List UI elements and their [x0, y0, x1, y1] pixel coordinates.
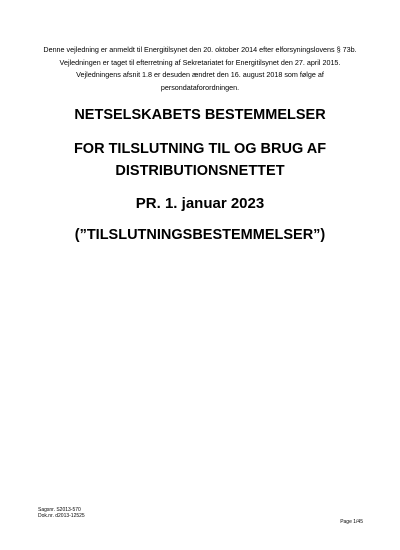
- document-reference: [38, 507, 85, 519]
- title-date: PR. 1. januar 2023: [135, 195, 265, 212]
- approval-notice: [20, 44, 380, 94]
- case-number: Sagsnr. S2013-570: [38, 507, 81, 513]
- title-short-name: (”TILSLUTNINGSBESTEMMELSER”): [74, 227, 326, 243]
- notice-line: persondataforordningen.: [160, 82, 240, 92]
- page-number: Page 1/45: [340, 519, 363, 525]
- title-line-1: NETSELSKABETS BESTEMMELSER: [74, 107, 326, 123]
- title-line-3: DISTRIBUTIONSNETTET: [115, 163, 285, 179]
- title-line-2: FOR TILSLUTNING TIL OG BRUG AF: [73, 141, 327, 157]
- notice-line: Denne vejledning er anmeldt til Energitilsynet den 20. oktober 2014 efter elforsyningslovens § 73b.: [43, 45, 357, 54]
- notice-line: Vejledningen er taget til efterretning af Sekretariatet for Energitilsynet den 27. april 2015.: [59, 57, 341, 67]
- notice-line: Vejledningens afsnit 1.8 er desuden ændret den 16. august 2018 som følge af: [76, 70, 324, 79]
- document-number: Dok.nr. d2013-12525: [38, 513, 85, 520]
